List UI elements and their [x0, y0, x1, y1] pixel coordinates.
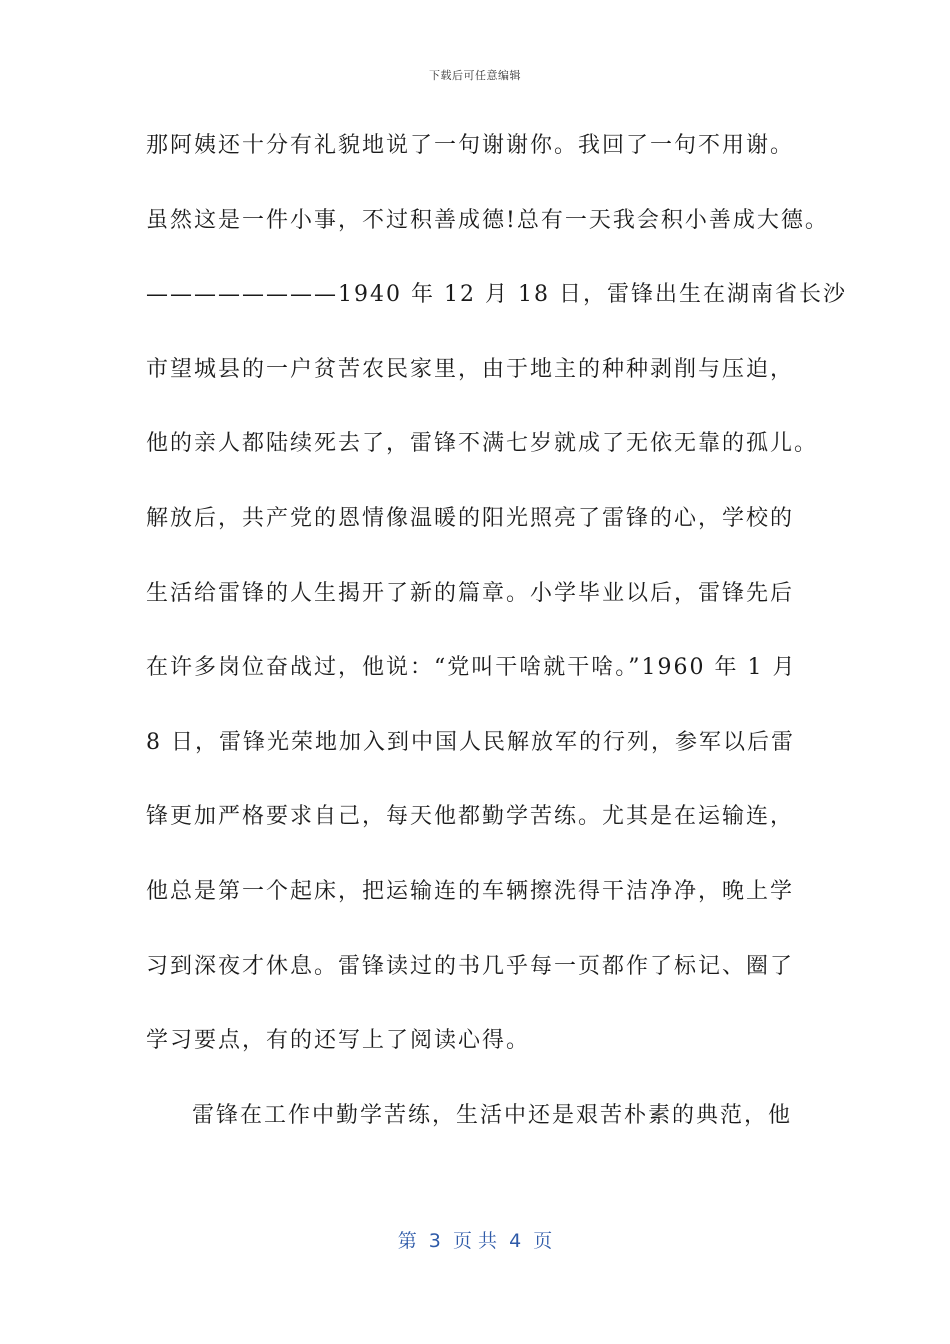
paragraph-line: 在许多岗位奋战过，他说：“党叫干啥就干啥。”1960 年 1 月 [146, 655, 797, 681]
paragraph-line: 他的亲人都陆续死去了，雷锋不满七岁就成了无依无靠的孤儿。 [146, 431, 819, 457]
paragraph-line: 生活给雷锋的人生揭开了新的篇章。小学毕业以后，雷锋先后 [146, 580, 795, 606]
paragraph-line: 学习要点，有的还写上了阅读心得。 [146, 1028, 531, 1054]
paragraph-line: 虽然这是一件小事，不过积善成德!总有一天我会积小善成大德。 [146, 207, 829, 233]
paragraph-line: 那阿姨还十分有礼貌地说了一句谢谢你。我回了一句不用谢。 [146, 133, 795, 158]
paragraph-line-indented: 雷锋在工作中勤学苦练，生活中还是艰苦朴素的典范，他 [192, 1102, 793, 1128]
page-number-footer: 第 3 页 共 4 页 [397, 1230, 553, 1252]
paragraph-line: 8 日，雷锋光荣地加入到中国人民解放军的行列，参军以后雷 [146, 729, 795, 755]
page-header: 下载后可任意编辑 [429, 69, 521, 82]
paragraph-line: 解放后，共产党的恩情像温暖的阳光照亮了雷锋的心，学校的 [146, 505, 795, 531]
document-body [146, 124, 847, 1168]
paragraph-line: 市望城县的一户贫苦农民家里，由于地主的种种剥削与压迫， [146, 356, 795, 382]
paragraph-line: 锋更加严格要求自己，每天他都勤学苦练。尤其是在运输连， [146, 804, 795, 830]
paragraph-line: ————————1940 年 12 月 18 日，雷锋出生在湖南省长沙 [146, 282, 847, 308]
paragraph-line: 他总是第一个起床，把运输连的车辆擦洗得干洁净净，晚上学 [146, 878, 795, 904]
paragraph-line: 习到深夜才休息。雷锋读过的书几乎每一页都作了标记、圈了 [146, 953, 795, 979]
